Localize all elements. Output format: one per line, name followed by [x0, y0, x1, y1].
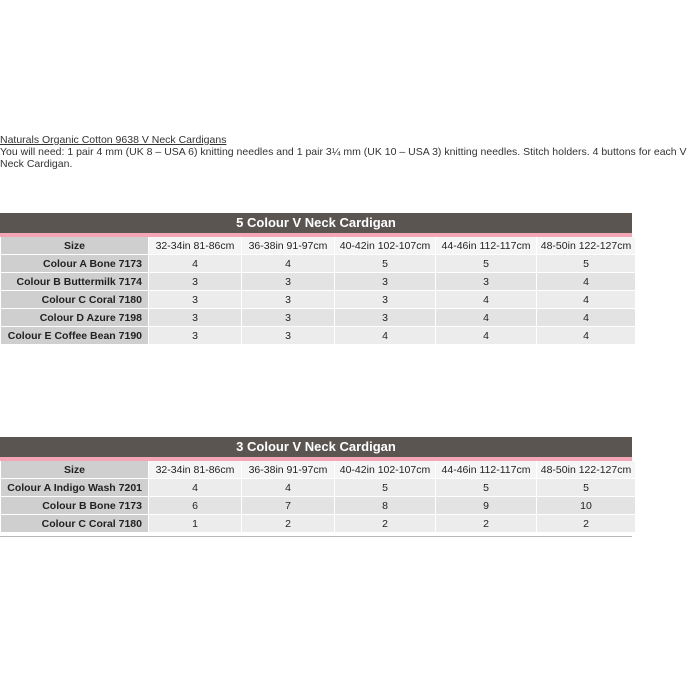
ball-count: 2 — [242, 515, 334, 532]
three-colour-table — [0, 437, 632, 537]
row-label: Colour D Azure 7198 — [1, 309, 148, 326]
ball-count: 10 — [537, 497, 635, 514]
ball-count: 3 — [335, 273, 435, 290]
table-row — [1, 273, 635, 290]
intro-block — [0, 134, 700, 170]
ball-count: 5 — [335, 255, 435, 272]
ball-count: 7 — [242, 497, 334, 514]
ball-count: 1 — [149, 515, 241, 532]
ball-count: 9 — [436, 497, 536, 514]
ball-count: 4 — [242, 479, 334, 496]
ball-count: 4 — [436, 309, 536, 326]
ball-count: 2 — [335, 515, 435, 532]
ball-count: 4 — [149, 255, 241, 272]
ball-count: 3 — [335, 291, 435, 308]
ball-count: 3 — [149, 327, 241, 344]
requirements-text: You will need: 1 pair 4 mm (UK 8 – USA 6) knitting needles and 1 pair 3¼ mm (UK 10 – USA 3) knitting needles. Stitch holders. 4 buttons for each V Neck Cardigan. — [0, 146, 687, 170]
pattern-heading[interactable]: Naturals Organic Cotton 9638 V Neck Cardigans — [0, 134, 227, 146]
size-column-header: 48-50in 122-127cm — [537, 461, 635, 478]
ball-count: 3 — [242, 273, 334, 290]
row-label: Colour A Bone 7173 — [1, 255, 148, 272]
ball-count: 5 — [537, 255, 635, 272]
row-label: Colour B Buttermilk 7174 — [1, 273, 148, 290]
table-title: 5 Colour V Neck Cardigan — [0, 213, 632, 237]
ball-count: 5 — [436, 255, 536, 272]
table-row — [1, 479, 635, 496]
row-label: Colour E Coffee Bean 7190 — [1, 327, 148, 344]
table-row — [1, 515, 635, 532]
size-column-header: 44-46in 112-117cm — [436, 461, 536, 478]
ball-count: 3 — [436, 273, 536, 290]
size-column-header: 44-46in 112-117cm — [436, 237, 536, 254]
ball-count: 3 — [242, 309, 334, 326]
ball-count: 3 — [149, 291, 241, 308]
size-column-header: 40-42in 102-107cm — [335, 461, 435, 478]
ball-count: 4 — [242, 255, 334, 272]
ball-count: 5 — [436, 479, 536, 496]
size-column-header: 32-34in 81-86cm — [149, 461, 241, 478]
ball-count: 5 — [335, 479, 435, 496]
size-header: Size — [1, 461, 148, 478]
size-header: Size — [1, 237, 148, 254]
ball-count: 3 — [149, 273, 241, 290]
table-row — [1, 291, 635, 308]
row-label: Colour A Indigo Wash 7201 — [1, 479, 148, 496]
ball-count: 6 — [149, 497, 241, 514]
row-label: Colour C Coral 7180 — [1, 515, 148, 532]
five-colour-table — [0, 213, 632, 345]
ball-count: 4 — [335, 327, 435, 344]
ball-count: 4 — [436, 291, 536, 308]
ball-count: 4 — [537, 309, 635, 326]
size-column-header: 40-42in 102-107cm — [335, 237, 435, 254]
ball-count: 4 — [436, 327, 536, 344]
size-column-header: 48-50in 122-127cm — [537, 237, 635, 254]
ball-count: 3 — [242, 327, 334, 344]
table-row — [1, 497, 635, 514]
size-column-header: 36-38in 91-97cm — [242, 461, 334, 478]
row-label: Colour B Bone 7173 — [1, 497, 148, 514]
table-row — [1, 327, 635, 344]
ball-count: 3 — [242, 291, 334, 308]
ball-count: 2 — [436, 515, 536, 532]
ball-count: 4 — [537, 291, 635, 308]
ball-count: 5 — [537, 479, 635, 496]
ball-count: 8 — [335, 497, 435, 514]
size-column-header: 32-34in 81-86cm — [149, 237, 241, 254]
ball-count: 4 — [537, 327, 635, 344]
table-title: 3 Colour V Neck Cardigan — [0, 437, 632, 461]
row-label: Colour C Coral 7180 — [1, 291, 148, 308]
table-row — [1, 309, 635, 326]
ball-count: 4 — [149, 479, 241, 496]
ball-count: 3 — [335, 309, 435, 326]
size-column-header: 36-38in 91-97cm — [242, 237, 334, 254]
ball-count: 2 — [537, 515, 635, 532]
table-row — [1, 255, 635, 272]
ball-count: 4 — [537, 273, 635, 290]
ball-count: 3 — [149, 309, 241, 326]
table-bottom-rule — [0, 536, 632, 537]
